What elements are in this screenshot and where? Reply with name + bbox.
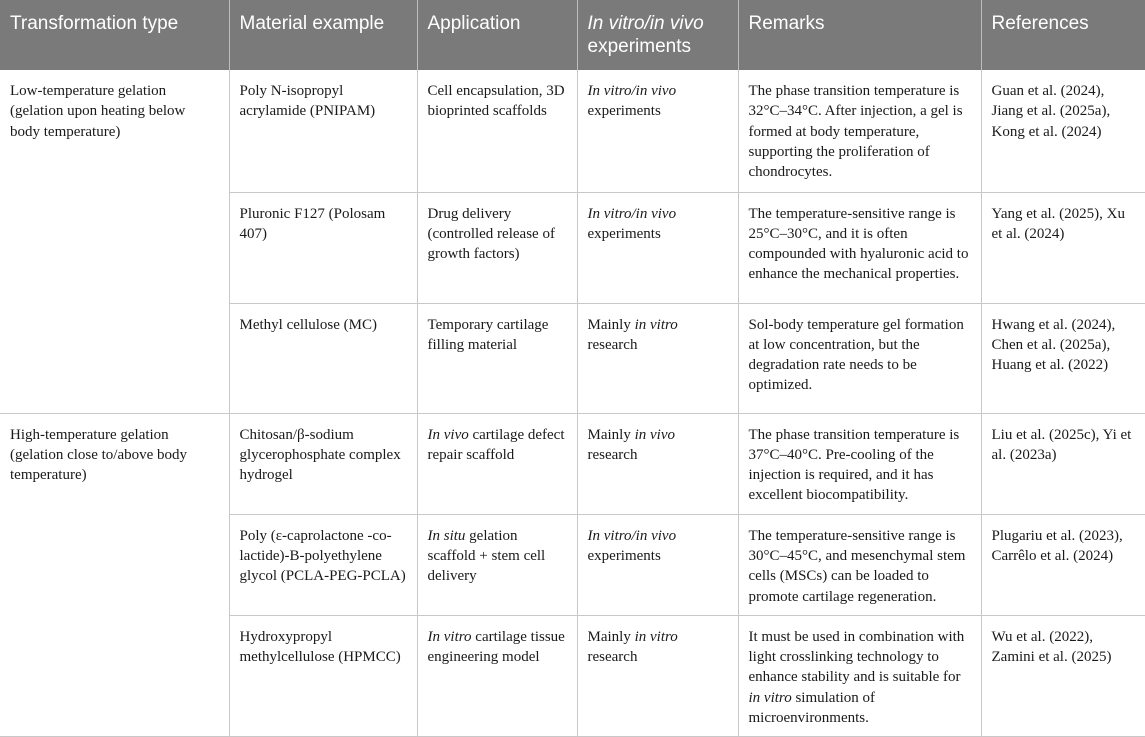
experiments-rest: research (587, 336, 638, 353)
experiments-rest: experiments (587, 103, 661, 120)
experiments-cell (577, 413, 738, 514)
experiments-cell (577, 615, 738, 736)
application-cell: Cell encapsulation, 3D bioprinted scaffolds (417, 70, 577, 192)
experiments-rest: experiments (587, 225, 661, 242)
application-cell (417, 514, 577, 615)
material-cell: Poly N-isopropyl acrylamide (PNIPAM) (229, 70, 417, 192)
header-remarks: Remarks (738, 0, 981, 70)
references-cell: Hwang et al. (2024), Chen et al. (2025a), Huang et al. (2022) (981, 303, 1145, 413)
remarks-italic: in vitro (748, 689, 792, 706)
material-cell: Pluronic F127 (Polosam 407) (229, 192, 417, 303)
experiments-pre: Mainly (587, 628, 635, 645)
experiments-cell (577, 514, 738, 615)
header-experiments-rest: experiments (587, 36, 691, 57)
application-rest: cartilage defect repair scaffold (427, 426, 565, 463)
experiments-pre: Mainly (587, 316, 635, 333)
application-rest: gelation scaffold + stem cell delivery (427, 527, 546, 585)
experiments-italic: in vitro (634, 628, 678, 645)
experiments-italic: in vivo (634, 426, 675, 443)
table-row (0, 413, 1145, 514)
remarks-cell (738, 615, 981, 736)
remarks-pre: It must be used in combination with light crosslinking technology to enhance stability and is suitable for (748, 628, 965, 686)
application-italic: In situ (427, 527, 466, 544)
experiments-rest: research (587, 446, 638, 463)
application-cell: Temporary cartilage filling material (417, 303, 577, 413)
experiments-rest: research (587, 649, 638, 666)
application-italic: In vitro (427, 628, 472, 645)
material-cell: Poly (ε-caprolactone -co-lactide)-B-polyethylene glycol (PCLA-PEG-PCLA) (229, 514, 417, 615)
remarks-cell: The phase transition temperature is 32°C–34°C. After injection, a gel is formed at body temperature, supporting the proliferation of chondrocytes. (738, 70, 981, 192)
experiments-pre: Mainly (587, 426, 635, 443)
header-references: References (981, 0, 1145, 70)
application-cell: Drug delivery (controlled release of growth factors) (417, 192, 577, 303)
references-cell: Guan et al. (2024), Jiang et al. (2025a), Kong et al. (2024) (981, 70, 1145, 192)
remarks-cell: The temperature-sensitive range is 25°C–30°C, and it is often compounded with hyaluronic acid to enhance the mechanical properties. (738, 192, 981, 303)
application-rest: cartilage tissue engineering model (427, 628, 565, 666)
transformation-type-cell: Low-temperature gelation (gelation upon heating below body temperature) (0, 70, 229, 413)
experiments-cell (577, 192, 738, 303)
experiments-italic: In vitro/in vivo (587, 83, 677, 99)
transformation-type-cell: High-temperature gelation (gelation close to/above body temperature) (0, 413, 229, 737)
header-experiments-italic: In vitro/in vivo (587, 13, 704, 34)
material-cell: Chitosan/β-sodium glycerophosphate complex hydrogel (229, 413, 417, 514)
material-cell: Methyl cellulose (MC) (229, 303, 417, 413)
references-cell: Yang et al. (2025), Xu et al. (2024) (981, 192, 1145, 303)
application-italic: In vivo (427, 426, 469, 443)
material-cell: Hydroxypropyl methylcellulose (HPMCC) (229, 615, 417, 736)
experiments-italic: In vitro/in vivo (587, 527, 677, 544)
experiments-italic: in vitro (634, 316, 678, 333)
remarks-cell: The phase transition temperature is 37°C–40°C. Pre-cooling of the injection is required, and it has excellent biocompatibility. (738, 413, 981, 514)
header-transformation-type: Transformation type (0, 0, 229, 70)
references-cell: Wu et al. (2022), Zamini et al. (2025) (981, 615, 1145, 736)
experiments-rest: experiments (587, 547, 661, 564)
table-header (0, 0, 1145, 70)
header-experiments (577, 0, 738, 70)
references-cell: Liu et al. (2025c), Yi et al. (2023a) (981, 413, 1145, 514)
header-application: Application (417, 0, 577, 70)
references-cell: Plugariu et al. (2023), Carrêlo et al. (2024) (981, 514, 1145, 615)
remarks-rest: simulation of microenvironments. (748, 689, 876, 727)
header-material-example: Material example (229, 0, 417, 70)
remarks-cell: Sol-body temperature gel formation at low concentration, but the degradation rate needs to be optimized. (738, 303, 981, 413)
experiments-cell (577, 70, 738, 192)
table-row (0, 70, 1145, 192)
application-cell (417, 615, 577, 736)
remarks-cell: The temperature-sensitive range is 30°C–45°C, and mesenchymal stem cells (MSCs) can be loaded to promote cartilage regeneration. (738, 514, 981, 615)
application-cell (417, 413, 577, 514)
experiments-italic: In vitro/in vivo (587, 205, 677, 222)
experiments-cell (577, 303, 738, 413)
table-body (0, 70, 1145, 737)
